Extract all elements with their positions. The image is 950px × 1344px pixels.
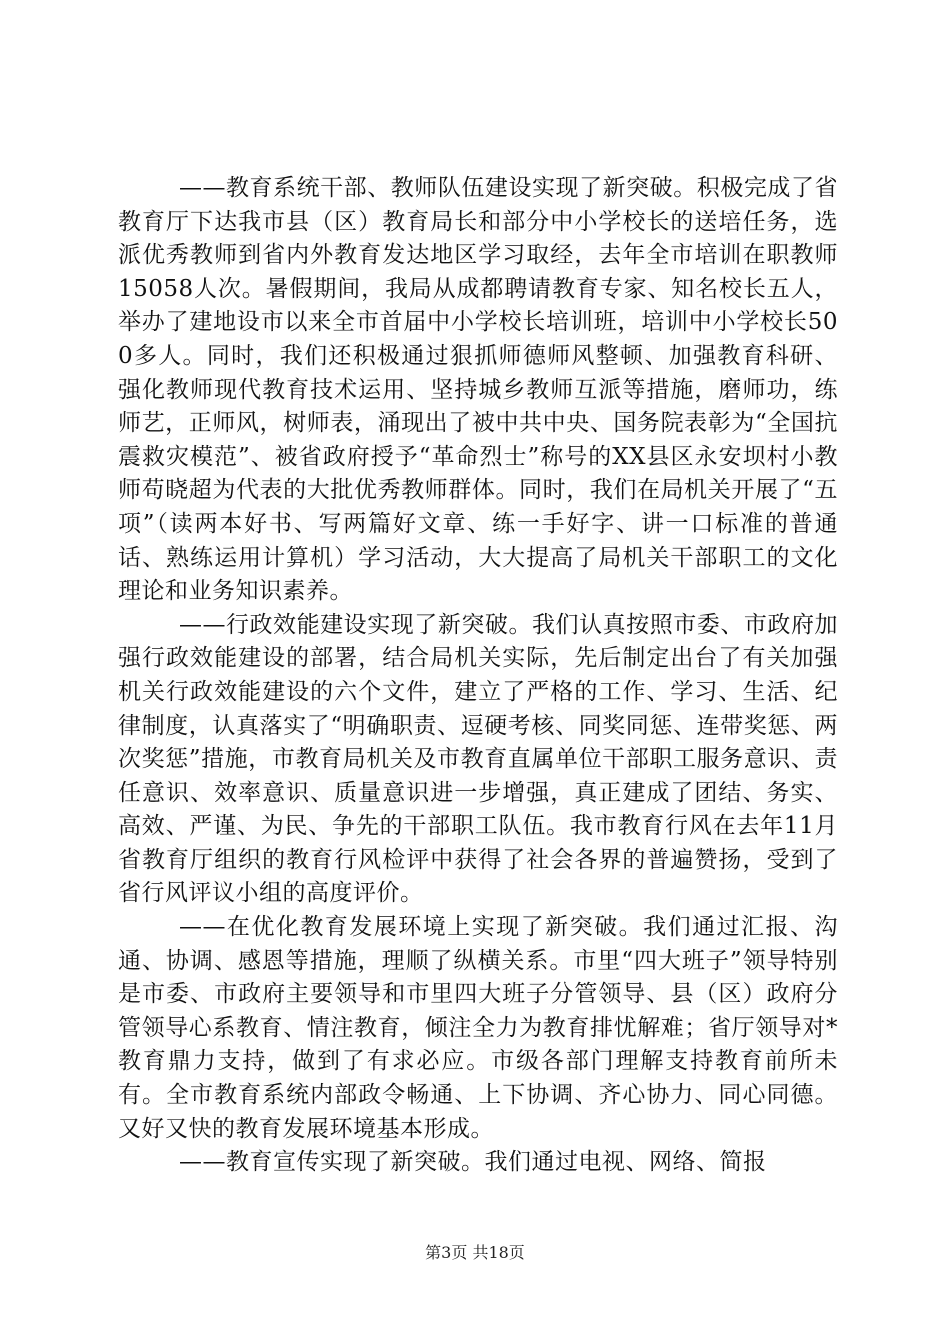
document-body <box>118 172 838 1180</box>
page-footer: 第3页 共18页 <box>425 1243 525 1262</box>
paragraph-4: ——教育宣传实现了新突破。我们通过电视、网络、简报 <box>178 1149 767 1176</box>
paragraph-2: ——行政效能建设实现了新突破。我们认真按照市委、市政府加强行政效能建设的部署，结合局机关实际，先后制定出台了有关加强机关行政效能建设的六个文件，建立了严格的工作、学习、生活、纪律制度，认真落实了“明确职责、逗硬考核、同奖同惩、连带奖惩、两次奖惩”措施，市教育局机关及市教育直属单位干部职工服务意识、责任意识、效率意识、质量意识进一步增强，真正建成了团结、务实、高效、严谨、为民、争先的干部职工队伍。我市教育行风在去年11月省教育厅组织的教育行风检评中获得了社会各界的普遍赞扬，受到了省行风评议小组的高度评价。 <box>118 611 838 907</box>
paragraph-1: ——教育系统干部、教师队伍建设实现了新突破。积极完成了省教育厅下达我市县（区）教育局长和部分中小学校长的送培任务，选派优秀教师到省内外教育发达地区学习取经，去年全市培训在职教师15058人次。暑假期间，我局从成都聘请教育专家、知名校长五人，举办了建地设市以来全市首届中小学校长培训班，培训中小学校长500多人。同时，我们还积极通过狠抓师德师风整顿、加强教育科研、强化教师现代教育技术运用、坚持城乡教师互派等措施，磨师功，练师艺，正师风，树师表，涌现出了被中共中央、国务院表彰为“全国抗震救灾模范”、被省政府授予“革命烈士”称号的XX县区永安坝村小教师苟晓超为代表的大批优秀教师群体。同时，我们在局机关开展了“五项”（读两本好书、写两篇好文章、练一手好字、讲一口标准的普通话、熟练运用计算机）学习活动，大大提高了局机关干部职工的文化理论和业务知识素养。 <box>118 175 838 605</box>
paragraph-3: ——在优化教育发展环境上实现了新突破。我们通过汇报、沟通、协调、感恩等措施，理顺了纵横关系。市里“四大班子”领导特别是市委、市政府主要领导和市里四大班子分管领导、县（区）政府分管领导心系教育、情注教育，倾注全力为教育排忧解难；省厅领导对*教育鼎力支持，做到了有求必应。市级各部门理解支持教育前所未有。全市教育系统内部政令畅通、上下协调、齐心协力、同心同德。又好又快的教育发展环境基本形成。 <box>118 914 838 1142</box>
